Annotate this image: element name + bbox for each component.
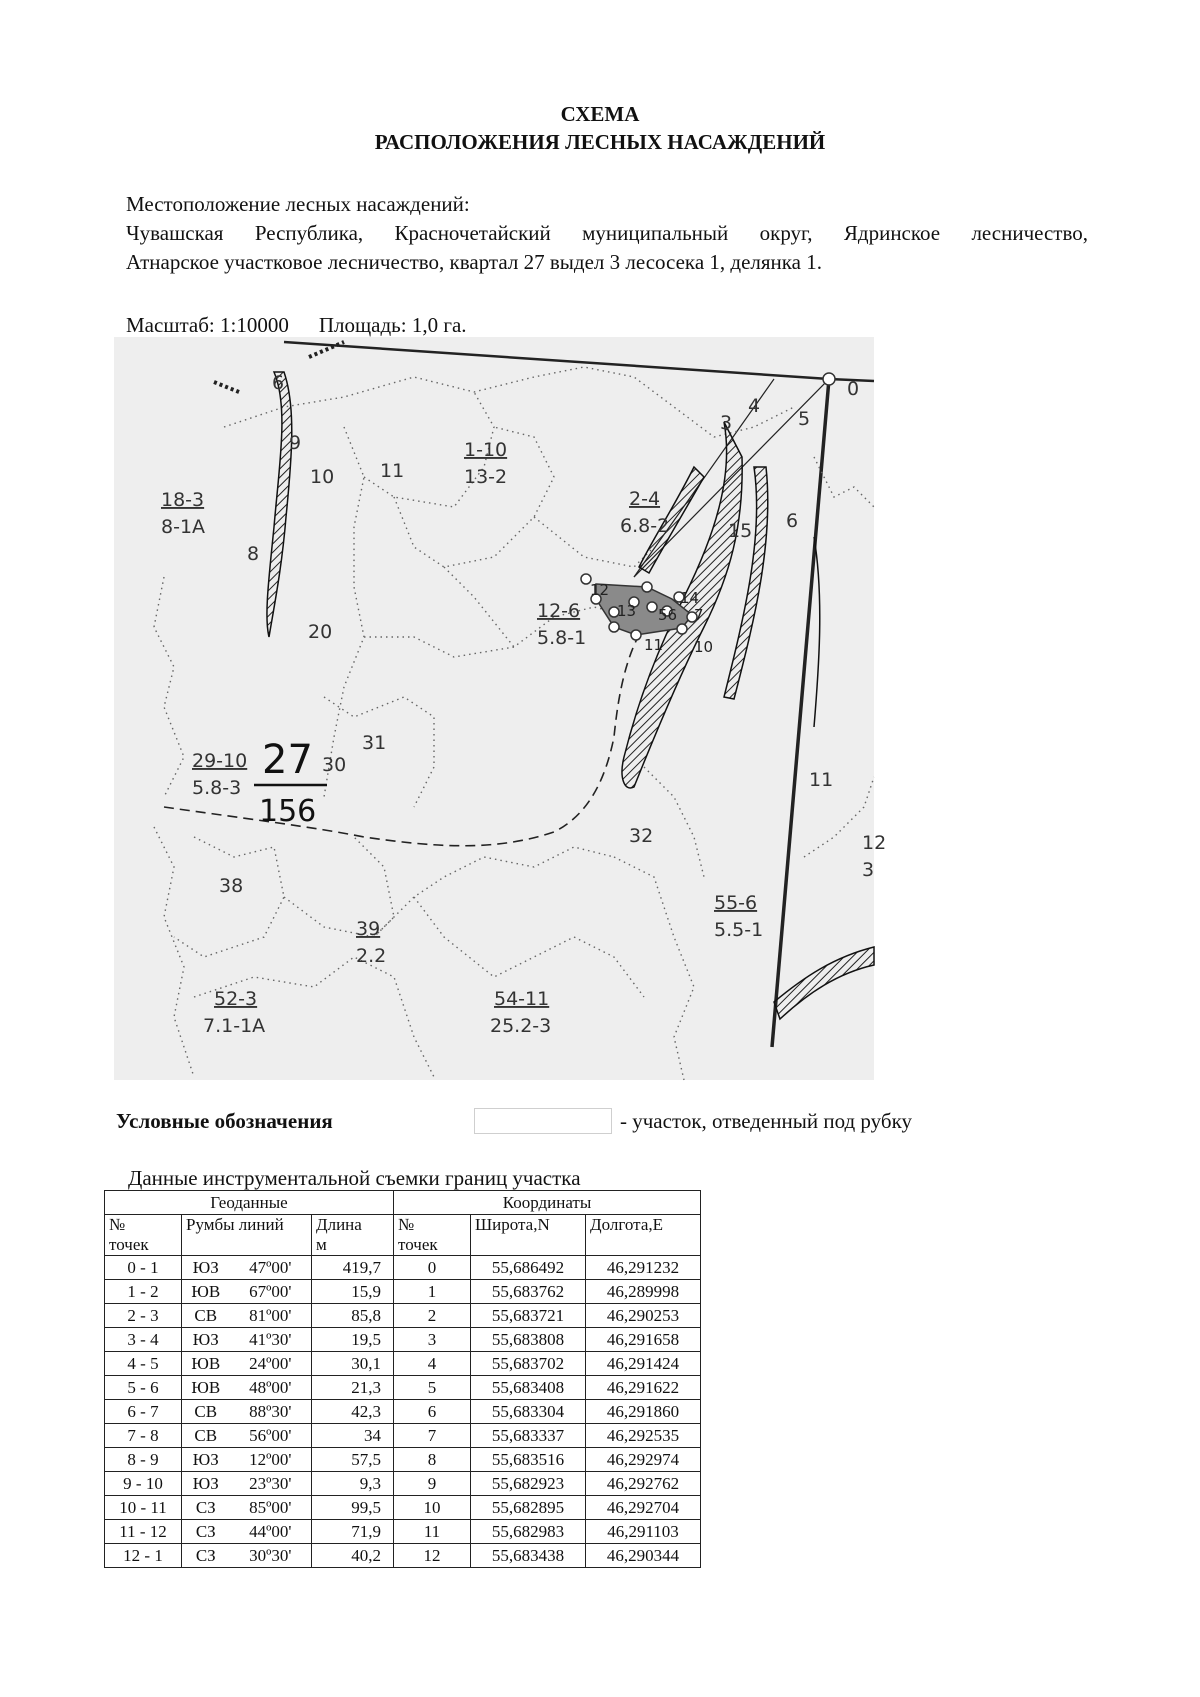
- angle-cell: 47º00': [230, 1256, 312, 1280]
- length-cell: 57,5: [312, 1448, 394, 1472]
- map-label: 7.1-1А: [203, 1015, 266, 1037]
- longitude-cell: 46,292704: [586, 1496, 701, 1520]
- angle-cell: 24º00': [230, 1352, 312, 1376]
- scale-area-line: [126, 311, 1088, 340]
- segment-cell: 9 - 10: [105, 1472, 182, 1496]
- point-cell: 7: [394, 1424, 471, 1448]
- coordinates-header: Координаты: [394, 1191, 701, 1215]
- table-row: [105, 1304, 701, 1328]
- map-label: 7: [694, 606, 704, 624]
- length-cell: 21,3: [312, 1376, 394, 1400]
- latitude-cell: 55,683762: [471, 1280, 586, 1304]
- map-label: 18-3: [161, 489, 205, 511]
- document-subtitle: РАСПОЛОЖЕНИЯ ЛЕСНЫХ НАСАЖДЕНИЙ: [374, 130, 826, 154]
- length-cell: 99,5: [312, 1496, 394, 1520]
- legend-heading: Условные обозначения: [116, 1109, 333, 1133]
- table-row: [105, 1544, 701, 1568]
- point-cell: 11: [394, 1520, 471, 1544]
- table-row: [105, 1424, 701, 1448]
- longitude-cell: 46,292762: [586, 1472, 701, 1496]
- direction-cell: ЮВ: [182, 1352, 230, 1376]
- map-label: 12-6: [537, 600, 581, 622]
- angle-cell: 81º00': [230, 1304, 312, 1328]
- map-label: 11: [809, 769, 834, 791]
- map-label: 11: [644, 636, 664, 654]
- segment-cell: 7 - 8: [105, 1424, 182, 1448]
- bearing-header: Румбы линий: [182, 1215, 312, 1256]
- latitude-cell: 55,683408: [471, 1376, 586, 1400]
- segment-cell: 10 - 11: [105, 1496, 182, 1520]
- map-label: 30: [322, 754, 347, 776]
- table-caption: Данные инструментальной съемки границ участка: [128, 1166, 581, 1190]
- length-cell: 15,9: [312, 1280, 394, 1304]
- map-label: 32: [629, 825, 654, 847]
- latitude-cell: 55,683702: [471, 1352, 586, 1376]
- map-label: 12: [590, 581, 610, 599]
- map-label: 3: [862, 859, 875, 881]
- survey-point: [823, 373, 835, 385]
- point-header: № точек: [105, 1215, 182, 1256]
- segment-cell: 6 - 7: [105, 1400, 182, 1424]
- point-cell: 8: [394, 1448, 471, 1472]
- direction-cell: СЗ: [182, 1520, 230, 1544]
- table-row: [105, 1472, 701, 1496]
- direction-cell: ЮЗ: [182, 1448, 230, 1472]
- length-cell: 71,9: [312, 1520, 394, 1544]
- direction-cell: СВ: [182, 1400, 230, 1424]
- table-row: [105, 1328, 701, 1352]
- map-label: 5.5-1: [714, 919, 764, 941]
- segment-cell: 0 - 1: [105, 1256, 182, 1280]
- map-label: 8-1А: [161, 516, 206, 538]
- segment-cell: 5 - 6: [105, 1376, 182, 1400]
- table-row: [105, 1496, 701, 1520]
- map-label: 29-10: [192, 750, 248, 772]
- angle-cell: 23º30': [230, 1472, 312, 1496]
- geodata-header: Геоданные: [105, 1191, 394, 1215]
- map-label: 55-6: [714, 892, 758, 914]
- latitude-cell: 55,682983: [471, 1520, 586, 1544]
- point-cell: 10: [394, 1496, 471, 1520]
- length-header: Длина м: [312, 1215, 394, 1256]
- map-label: 6: [786, 510, 799, 532]
- longitude-cell: 46,291424: [586, 1352, 701, 1376]
- length-cell: 9,3: [312, 1472, 394, 1496]
- direction-cell: ЮВ: [182, 1376, 230, 1400]
- latitude-cell: 55,683337: [471, 1424, 586, 1448]
- map-label: 11: [380, 460, 405, 482]
- map-label: 2-4: [629, 488, 661, 510]
- direction-cell: ЮЗ: [182, 1472, 230, 1496]
- longitude-cell: 46,291860: [586, 1400, 701, 1424]
- angle-cell: 85º00': [230, 1496, 312, 1520]
- angle-cell: 48º00': [230, 1376, 312, 1400]
- latitude-header: Широта,N: [471, 1215, 586, 1256]
- longitude-cell: 46,291103: [586, 1520, 701, 1544]
- segment-cell: 2 - 3: [105, 1304, 182, 1328]
- direction-cell: СВ: [182, 1304, 230, 1328]
- length-cell: 85,8: [312, 1304, 394, 1328]
- point-cell: 6: [394, 1400, 471, 1424]
- length-cell: 40,2: [312, 1544, 394, 1568]
- segment-cell: 1 - 2: [105, 1280, 182, 1304]
- longitude-header: Долгота,Е: [586, 1215, 701, 1256]
- longitude-cell: 46,291232: [586, 1256, 701, 1280]
- map-label: 52-3: [214, 988, 258, 1010]
- survey-table: [104, 1190, 701, 1568]
- map-label: 2.2: [356, 945, 387, 967]
- legend-description: - участок, отведенный под рубку: [620, 1109, 912, 1133]
- segment-cell: 11 - 12: [105, 1520, 182, 1544]
- survey-point: [609, 622, 619, 632]
- survey-point: [631, 630, 641, 640]
- latitude-cell: 55,683438: [471, 1544, 586, 1568]
- map-label: 39: [356, 918, 381, 940]
- forest-map: [114, 337, 887, 1080]
- point-cell: 2: [394, 1304, 471, 1328]
- table-row: [105, 1448, 701, 1472]
- latitude-cell: 55,686492: [471, 1256, 586, 1280]
- legend-swatch: [474, 1108, 612, 1134]
- table-row: [105, 1256, 701, 1280]
- map-label: 31: [362, 732, 387, 754]
- length-cell: 30,1: [312, 1352, 394, 1376]
- table-row: [105, 1280, 701, 1304]
- map-label: 5.8-1: [537, 627, 587, 649]
- map-label: 5: [798, 408, 811, 430]
- table-row: [105, 1352, 701, 1376]
- longitude-cell: 46,289998: [586, 1280, 701, 1304]
- map-label: 6: [272, 372, 285, 394]
- point-cell: 1: [394, 1280, 471, 1304]
- point-cell: 5: [394, 1376, 471, 1400]
- map-label: 5.8-3: [192, 777, 242, 799]
- latitude-cell: 55,683808: [471, 1328, 586, 1352]
- angle-cell: 88º30': [230, 1400, 312, 1424]
- map-label: 15: [728, 520, 753, 542]
- survey-point: [677, 624, 687, 634]
- table-row: [105, 1520, 701, 1544]
- map-label: 13-2: [464, 466, 508, 488]
- map-label: 6.8-2: [620, 515, 670, 537]
- map-label: 8: [247, 543, 260, 565]
- map-label: 13: [617, 602, 637, 620]
- longitude-cell: 46,292535: [586, 1424, 701, 1448]
- point-number-header: № точек: [394, 1215, 471, 1256]
- direction-cell: СЗ: [182, 1544, 230, 1568]
- map-label: 4: [748, 395, 761, 417]
- angle-cell: 41º30': [230, 1328, 312, 1352]
- direction-cell: ЮЗ: [182, 1328, 230, 1352]
- map-label: 54-11: [494, 988, 550, 1010]
- map-label: 1-10: [464, 439, 508, 461]
- longitude-cell: 46,291658: [586, 1328, 701, 1352]
- angle-cell: 30º30': [230, 1544, 312, 1568]
- length-cell: 34: [312, 1424, 394, 1448]
- scale-text: Масштаб: 1:10000: [126, 313, 289, 337]
- location-line-1: Чувашская Республика, Красночетайский муниципальный округ, Ядринское лесничество,: [126, 221, 1088, 245]
- longitude-cell: 46,290253: [586, 1304, 701, 1328]
- direction-cell: ЮВ: [182, 1280, 230, 1304]
- map-label: 10: [310, 466, 335, 488]
- survey-point: [642, 582, 652, 592]
- map-label: 9: [289, 432, 302, 454]
- map-label: 0: [847, 378, 860, 400]
- point-cell: 4: [394, 1352, 471, 1376]
- table-row: [105, 1400, 701, 1424]
- length-cell: 19,5: [312, 1328, 394, 1352]
- point-cell: 12: [394, 1544, 471, 1568]
- length-cell: 42,3: [312, 1400, 394, 1424]
- longitude-cell: 46,290344: [586, 1544, 701, 1568]
- document-title: СХЕМА: [560, 102, 640, 126]
- map-label: 12: [862, 832, 887, 854]
- latitude-cell: 55,682895: [471, 1496, 586, 1520]
- angle-cell: 44º00': [230, 1520, 312, 1544]
- map-label: 56: [658, 606, 678, 624]
- latitude-cell: 55,683721: [471, 1304, 586, 1328]
- quarter-area: 156: [259, 794, 317, 829]
- direction-cell: СЗ: [182, 1496, 230, 1520]
- map-label: 14: [680, 589, 700, 607]
- direction-cell: СВ: [182, 1424, 230, 1448]
- map-label: 3: [720, 412, 733, 434]
- angle-cell: 67º00': [230, 1280, 312, 1304]
- area-text: Площадь: 1,0 га.: [318, 313, 467, 337]
- latitude-cell: 55,683516: [471, 1448, 586, 1472]
- location-line-2: Атнарское участковое лесничество, квартал 27 выдел 3 лесосека 1, делянка 1.: [126, 250, 822, 274]
- segment-cell: 12 - 1: [105, 1544, 182, 1568]
- point-cell: 0: [394, 1256, 471, 1280]
- table-row: [105, 1376, 701, 1400]
- length-cell: 419,7: [312, 1256, 394, 1280]
- map-label: 10: [694, 638, 714, 656]
- latitude-cell: 55,682923: [471, 1472, 586, 1496]
- segment-cell: 8 - 9: [105, 1448, 182, 1472]
- angle-cell: 12º00': [230, 1448, 312, 1472]
- longitude-cell: 46,291622: [586, 1376, 701, 1400]
- map-label: 25.2-3: [490, 1015, 552, 1037]
- segment-cell: 3 - 4: [105, 1328, 182, 1352]
- survey-point: [647, 602, 657, 612]
- location-label: Местоположение лесных насаждений:: [126, 192, 470, 216]
- map-label: 20: [308, 621, 333, 643]
- quarter-number: 27: [262, 737, 313, 783]
- segment-cell: 4 - 5: [105, 1352, 182, 1376]
- latitude-cell: 55,683304: [471, 1400, 586, 1424]
- longitude-cell: 46,292974: [586, 1448, 701, 1472]
- map-label: 38: [219, 875, 244, 897]
- point-cell: 9: [394, 1472, 471, 1496]
- direction-cell: ЮЗ: [182, 1256, 230, 1280]
- angle-cell: 56º00': [230, 1424, 312, 1448]
- point-cell: 3: [394, 1328, 471, 1352]
